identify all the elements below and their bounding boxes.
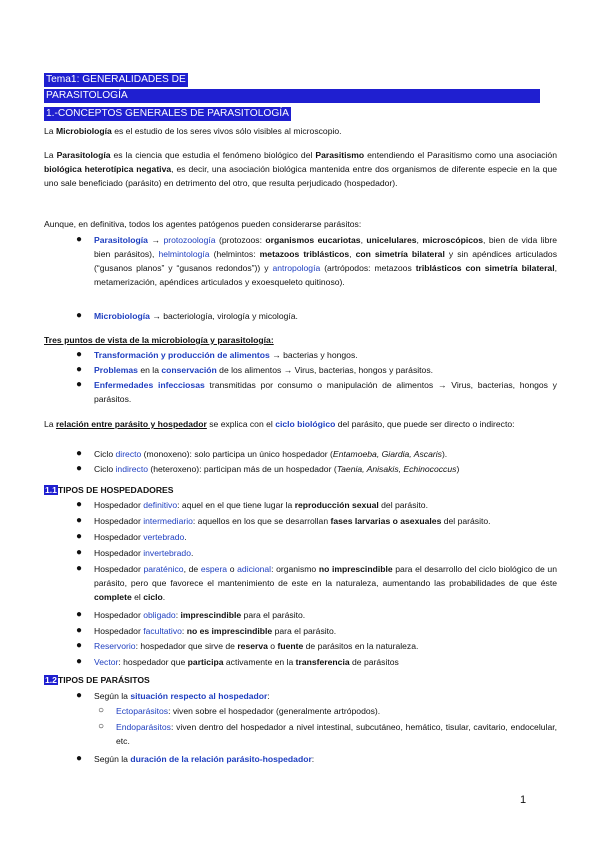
sub-bullet-icon: ○: [98, 721, 105, 732]
bullet-icon: ●: [76, 310, 83, 321]
bullet-icon: ●: [76, 499, 83, 510]
bullet-icon: ●: [76, 515, 83, 526]
list-item-situacion: Según la situación respecto al hospedador:: [94, 691, 270, 701]
list-item-paratenico: Hospedador paraténico, de espera o adicional: organismo no imprescindible para el desarrollo del ciclo biológico de un parásito, pero que favorece el mantenimiento de este en la naturaleza, aumentando las probabilidades de que éste complete el ciclo.: [94, 564, 557, 602]
list-item-ciclo-indirecto: Ciclo indirecto (heteroxeno): participan más de un hospedador (Taenia, Anisakis, Echinococcus): [94, 464, 460, 474]
bullet-icon: ●: [76, 690, 83, 701]
title-line-2: PARASITOLOGÍA: [44, 89, 540, 103]
bullet-icon: ●: [76, 463, 83, 474]
list-item-microbiologia: Microbiología → bacteriología, virología y micología.: [94, 311, 298, 321]
tres-puntos-heading: Tres puntos de vista de la microbiología y parasitología:: [44, 335, 274, 345]
bullet-icon: ●: [76, 609, 83, 620]
list-item-invertebrado: Hospedador invertebrado.: [94, 548, 194, 558]
section-1-heading: 1.-CONCEPTOS GENERALES DE PARASITOLOGÍA: [46, 108, 289, 119]
paragraph-agentes: Aunque, en definitiva, todos los agentes patógenos pueden considerarse parásitos:: [44, 219, 362, 229]
list-item-endoparasitos: Endoparásitos: viven dentro del hospedador a nivel intestinal, subcutáneo, hemático, tisular, cavitario, endocelular, etc.: [116, 722, 557, 746]
paragraph-parasitologia: La Parasitología es la ciencia que estudia el fenómeno biológico del Parasitismo entendiendo el Parasitismo como una asociación biológica heterotípica negativa, es decir, una asociación biológica mantenida entre dos organismos de diferente especie en la que uno sale beneficiado (parásito) en detrimento del otro, que resulta perjudicado (hospedador).: [44, 150, 557, 188]
list-item-parasitologia: Parasitología → protozoología (protozoos: organismos eucariotas, unicelulares, microscópicos, bien de vida libre bien parásitos), helmintología (helmintos: metazoos triblásticos, con simetría bilateral y sin apéndices articulados (“gusanos planos” y “gusanos redondos”)) y antropología (artrópodos: metazoos triblásticos con simetría bilateral, metamerización, apéndices articulados y exoesqueleto quitinoso).: [94, 235, 557, 287]
list-item-reservorio: Reservorio: hospedador que sirve de reserva o fuente de parásitos en la naturaleza.: [94, 641, 419, 651]
bullet-icon: ●: [76, 625, 83, 636]
bullet-icon: ●: [76, 547, 83, 558]
list-item-facultativo: Hospedador facultativo: no es imprescindible para el parásito.: [94, 626, 337, 636]
list-item-intermediario: Hospedador intermediario: aquellos en los que se desarrollan fases larvarias o asexuales del parásito.: [94, 516, 491, 526]
list-item-ciclo-directo: Ciclo directo (monoxeno): solo participa un único hospedador (Entamoeba, Giardia, Ascaris).: [94, 449, 448, 459]
section-1-1-heading: 1.1TIPOS DE HOSPEDADORES: [45, 485, 174, 495]
list-item-enfermedades: Enfermedades infecciosas transmitidas por consumo o manipulación de alimentos → Virus, bacterias, hongos y parásitos.: [94, 380, 557, 404]
paragraph-relacion: La relación entre parásito y hospedador se explica con el ciclo biológico del parásito, que puede ser directo o indirecto:: [44, 419, 515, 429]
list-item-definitivo: Hospedador definitivo: aquel en el que tiene lugar la reproducción sexual del parásito.: [94, 500, 428, 510]
section-1-2-heading: 1.2TIPOS DE PARÁSITOS: [45, 675, 150, 685]
section-number: 1.2: [45, 675, 57, 685]
list-item-vector: Vector: hospedador que participa activamente en la transferencia de parásitos: [94, 657, 399, 667]
bullet-icon: ●: [76, 656, 83, 667]
bullet-icon: ●: [76, 234, 83, 245]
list-item-vertebrado: Hospedador vertebrado.: [94, 532, 187, 542]
bullet-icon: ●: [76, 349, 83, 360]
bullet-icon: ●: [76, 531, 83, 542]
list-item-obligado: Hospedador obligado: imprescindible para el parásito.: [94, 610, 306, 620]
bullet-icon: ●: [76, 640, 83, 651]
bullet-icon: ●: [76, 753, 83, 764]
list-item-transformacion: Transformación y producción de alimentos → bacterias y hongos.: [94, 350, 358, 360]
bullet-icon: ●: [76, 379, 83, 390]
bullet-icon: ●: [76, 364, 83, 375]
list-item-problemas: Problemas en la conservación de los alimentos → Virus, bacterias, hongos y parásitos.: [94, 365, 434, 375]
bullet-icon: ●: [76, 563, 83, 574]
sub-bullet-icon: ○: [98, 705, 105, 716]
section-number: 1.1: [45, 485, 57, 495]
paragraph-microbiologia: La Microbiología es el estudio de los seres vivos sólo visibles al microscopio.: [44, 126, 342, 136]
bullet-icon: ●: [76, 448, 83, 459]
list-item-ectoparasitos: Ectoparásitos: viven sobre el hospedador (generalmente artrópodos).: [116, 706, 381, 716]
page-number: 1: [520, 794, 527, 806]
title-line-1: Tema1: GENERALIDADES DE: [46, 74, 186, 85]
list-item-duracion: Según la duración de la relación parásito-hospedador:: [94, 754, 315, 764]
